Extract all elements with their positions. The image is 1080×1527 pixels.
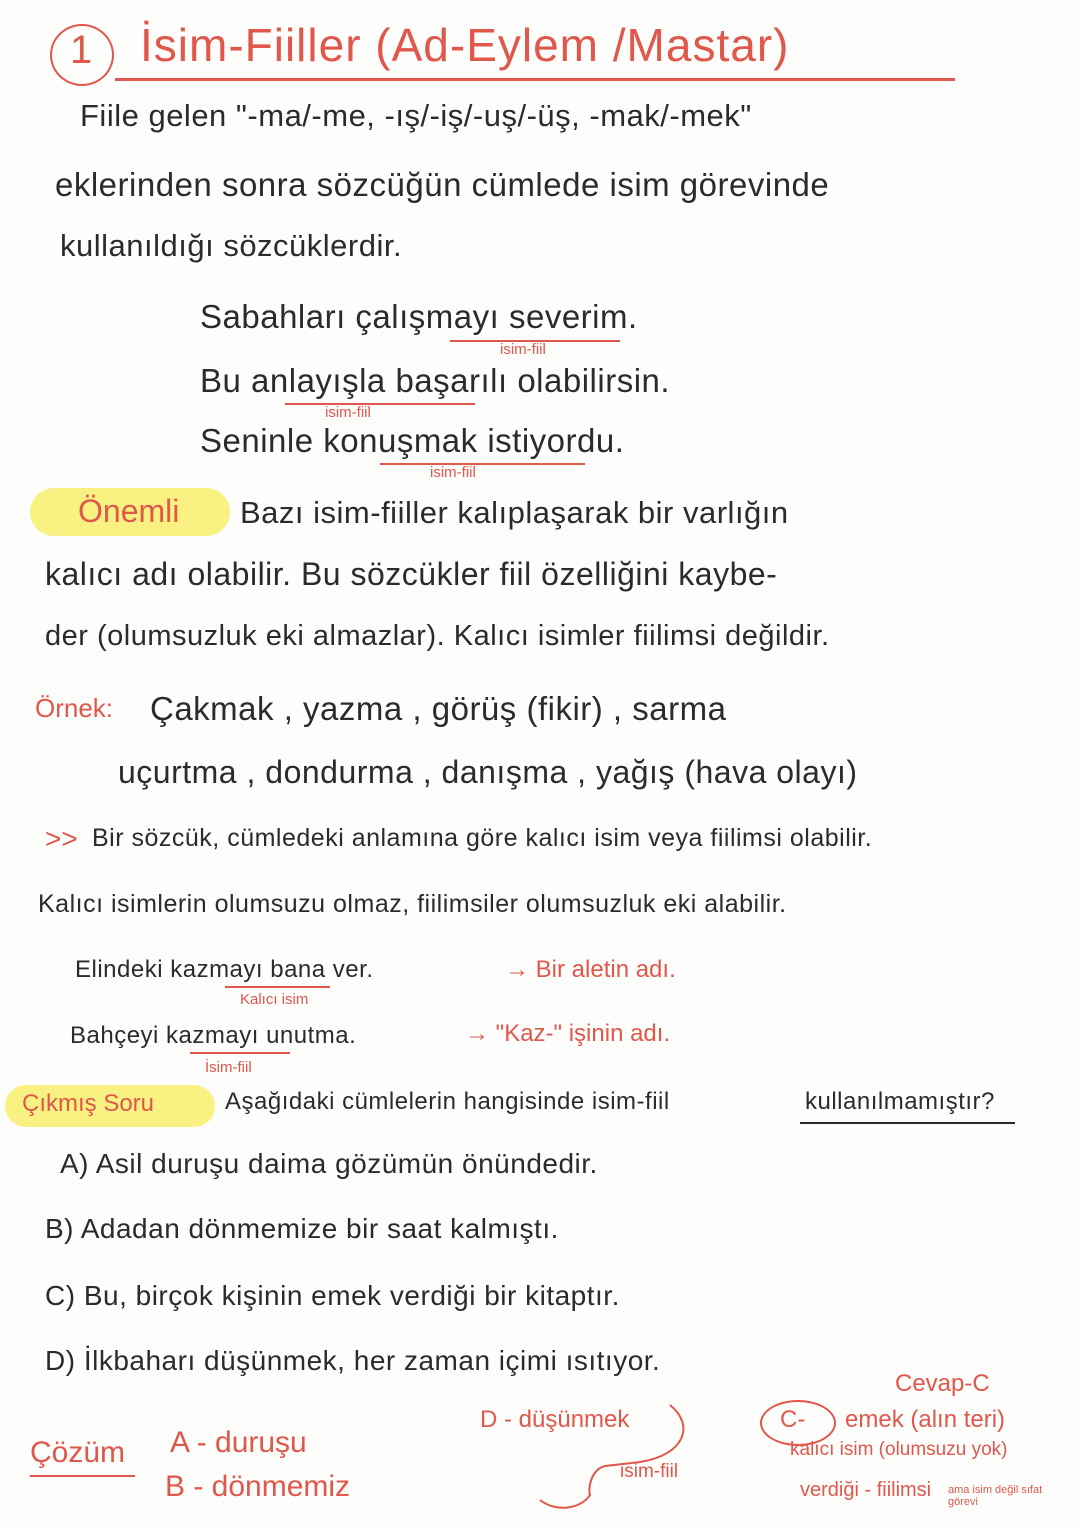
- important-line-1: Bazı isim-fiiller kalıplaşarak bir varlığın: [240, 495, 789, 530]
- solution-b: B - dönmemiz: [165, 1470, 351, 1503]
- example-list-label: Örnek:: [35, 693, 114, 723]
- solution-bracket: [520, 1400, 720, 1520]
- important-line-2: kalıcı adı olabilir. Bu sözcükler fiil özelliğini kaybe-: [45, 556, 778, 592]
- example-sentence: Sabahları çalışmayı severim.: [200, 298, 638, 335]
- example-list-line-2: uçurtma , dondurma , danışma , yağış (hava olayı): [118, 754, 858, 790]
- example-underline: [380, 463, 585, 465]
- solution-c2: kalıcı isim (olumsuzu yok): [790, 1439, 1008, 1460]
- definition-line-2: eklerinden sonra sözcüğün cümlede isim görevinde: [55, 166, 830, 203]
- kazma-arrow: → Bir aletin adı.: [505, 956, 676, 983]
- option-c: C) Bu, birçok kişinin emek verdiği bir kitaptır.: [45, 1280, 620, 1311]
- kazma-tag: Kalıcı isim: [240, 991, 309, 1008]
- solution-d-tag: isim-fiil: [620, 1461, 679, 1482]
- question-label: Çıkmış Soru: [22, 1090, 155, 1117]
- solution-a: A - duruşu: [170, 1426, 307, 1459]
- example-note: isim-fiil: [430, 464, 476, 481]
- solution-d: D - düşünmek: [480, 1406, 630, 1433]
- option-d: D) İlkbaharı düşünmek, her zaman içimi ısıtıyor.: [45, 1345, 661, 1376]
- kazma-arrow: → "Kaz-" işinin adı.: [465, 1020, 671, 1047]
- solution-c3-note: ama isim değil sıfat görevi: [948, 1484, 1043, 1509]
- solution-c1: emek (alın teri): [845, 1406, 1006, 1433]
- question-text: Aşağıdaki cümlelerin hangisinde isim-fiil: [225, 1088, 670, 1115]
- option-a: A) Asil duruşu daima gözümün önündedir.: [60, 1148, 598, 1179]
- kazma-underline: [225, 986, 330, 988]
- option-b: B) Adadan dönmemize bir saat kalmıştı.: [45, 1213, 559, 1244]
- solution-underline: [30, 1475, 135, 1477]
- title-number: 1: [70, 28, 93, 72]
- kazma-sentence: Elindeki kazmayı bana ver.: [75, 956, 374, 983]
- note-line-2: Kalıcı isimlerin olumsuzu olmaz, fiilimsiler olumsuzluk eki alabilir.: [38, 890, 787, 918]
- solution-label: Çözüm: [30, 1436, 126, 1469]
- example-sentence: Bu anlayışla başarılı olabilirsin.: [200, 362, 671, 399]
- definition-line-1: Fiile gelen "-ma/-me, -ış/-iş/-uş/-üş, -mak/-mek": [80, 98, 752, 133]
- example-sentence: Seninle konuşmak istiyordu.: [200, 422, 625, 459]
- question-emphasis-underline: [800, 1122, 1015, 1124]
- solution-c3: verdiği - fiilimsi: [800, 1479, 932, 1501]
- important-line-3: der (olumsuzluk eki almazlar). Kalıcı isimler fiilimsi değildir.: [45, 620, 830, 652]
- solution-c-letter: C-: [780, 1406, 806, 1433]
- note-line-1: Bir sözcük, cümledeki anlamına göre kalıcı isim veya fiilimsi olabilir.: [92, 824, 873, 852]
- kazma-underline: [190, 1052, 290, 1054]
- kazma-tag: İsim-fiil: [205, 1059, 252, 1076]
- kazma-sentence: Bahçeyi kazmayı unutma.: [70, 1022, 357, 1049]
- question-emphasis: kullanılmamıştır?: [805, 1088, 995, 1115]
- important-label: Önemli: [78, 493, 180, 529]
- example-note: isim-fiil: [500, 341, 546, 358]
- page-title: İsim-Fiiller (Ad-Eylem /Mastar): [140, 19, 790, 71]
- example-list-line-1: Çakmak , yazma , görüş (fikir) , sarma: [150, 690, 727, 727]
- definition-line-3: kullanıldığı sözcüklerdir.: [60, 228, 403, 263]
- note-marker: >>: [45, 823, 78, 854]
- title-underline: [115, 78, 955, 81]
- example-note: isim-fiil: [325, 404, 371, 421]
- solution-answer: Cevap-C: [895, 1370, 990, 1397]
- example-underline: [285, 403, 475, 405]
